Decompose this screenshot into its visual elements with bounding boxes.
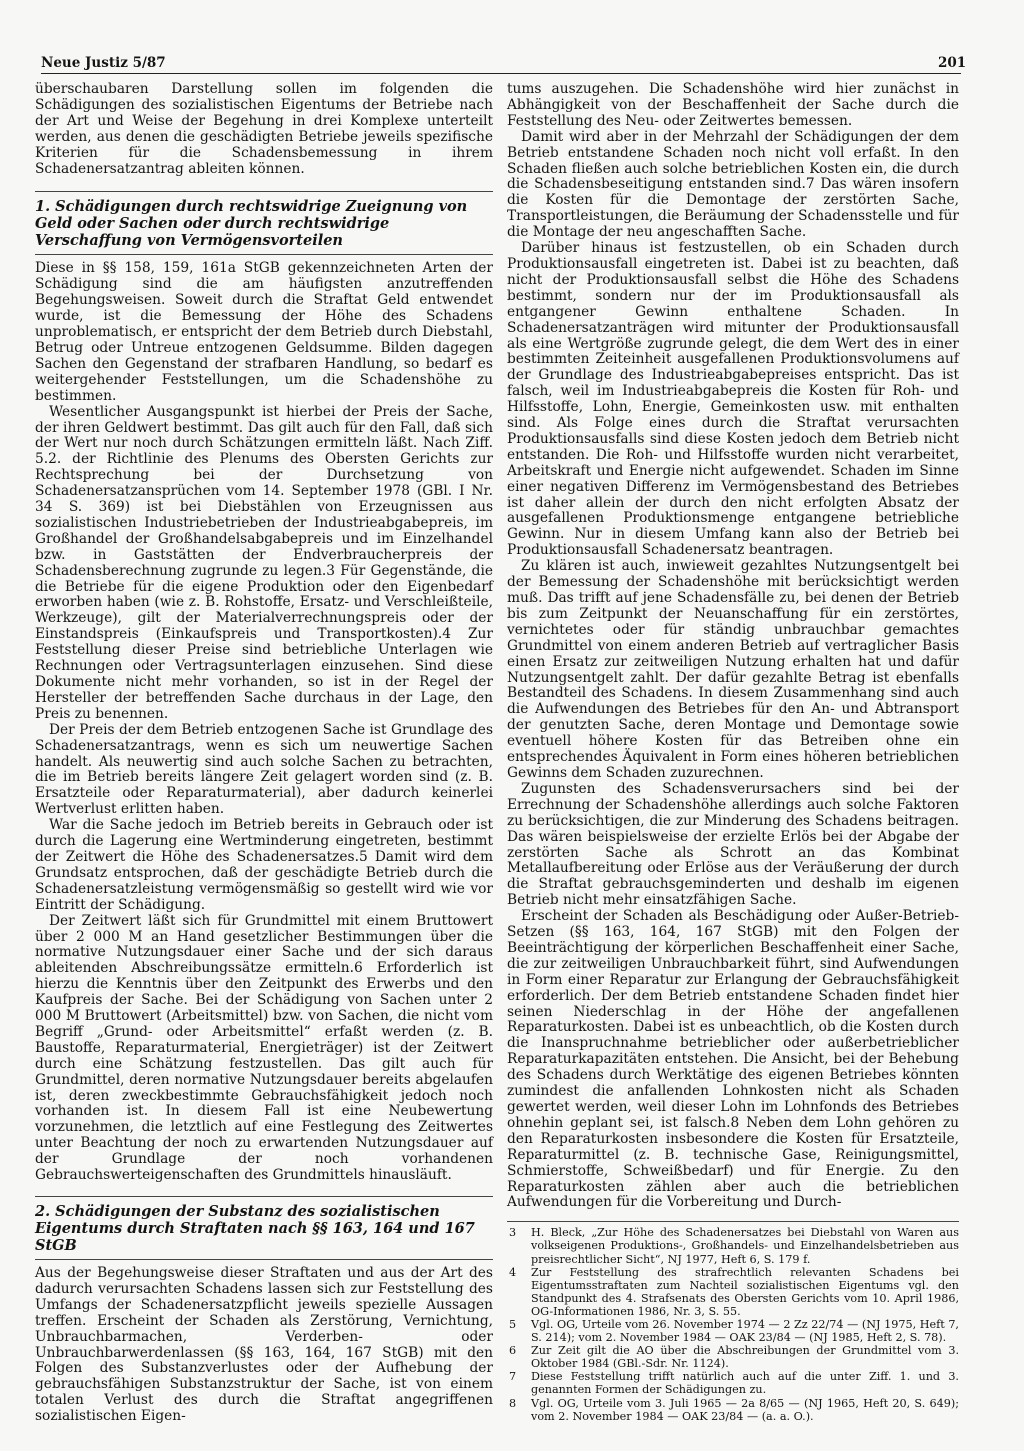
footnote-rule xyxy=(507,1221,959,1222)
paragraph: Der Preis der dem Betrieb entzogenen Sache ist Grundlage des Schadenersatzantrags, wenn es sich um neuwertige Sachen handelt. Als neuwertig sind auch solche Sachen zu betrachten, die im Betrieb bereits längere Zeit gelagert worden sind (z. B. Ersatzteile oder Reparaturmaterial), aber dadurch keinerlei Wertverlust erlitten haben. xyxy=(35,721,493,818)
footnote-number: 6 xyxy=(509,1344,517,1358)
paragraph: Wesentlicher Ausgangspunkt ist hierbei der Preis der Sache, der ihren Geldwert bestimmt. Das gilt auch für den Fall, daß sich der Wert nur noch durch Schätzungen ermitteln läßt. Nach Ziff. 5.2. der Richtlinie des Plenums des Obersten Gerichts zur Rechtsprechung bei der Durchsetzung von Schadenersatzansprüchen vom 14. September 1978 (GBl. I Nr. 34 S. 369) ist bei Diebstählen von Erzeugnissen aus sozialistischen Industriebetrieben der Industrieabgabepreis, im Großhandel der Großhandelsabgabepreis und im Einzelhandel bzw. in Gaststätten der Endverbraucherpreis der Schadensberechnung zugrunde zu legen.3 Für Gegenstände, die die Betriebe für die eigene Produktion oder den Eigenbedarf erworben haben (wie z. B. Rohstoffe, Ersatz- und Verschleißteile, Werkzeuge), gilt der Materialverrechnungspreis oder der Einstandspreis (Einkaufspreis und Transportkosten).4 Zur Feststellung dieser Preise sind betriebliche Unterlagen wie Rechnungen oder Vertragsunterlagen einzusehen. Sind diese Dokumente nicht mehr vorhanden, so ist in der Regel der Hersteller der betreffenden Sache durchaus in der Lage, den Preis zu benennen. xyxy=(35,403,493,722)
paragraph: War die Sache jedoch im Betrieb bereits in Gebrauch oder ist durch die Lagerung eine Wertminderung eingetreten, bestimmt der Zeitwert die Höhe des Schadenersatzes.5 Damit wird dem Grundsatz entsprochen, daß der geschädigte Betrieb durch die Schadenersatzleistung vermögensmäßig so gestellt wird wie vor Eintritt der Schädigung. xyxy=(35,817,493,913)
paragraph: Zu klären ist auch, inwieweit gezahltes Nutzungsentgelt bei der Bemessung der Schadenshöhe mit berücksichtigt werden muß. Das trifft auf jene Schadensfälle zu, bei denen der Betrieb bis zum Zeitpunkt der Neuanschaffung für ein zerstörtes, vernichtetes oder für ständig unbrauchbar gemachtes Grundmittel von einem anderen Betrieb auf vertraglicher Basis einen Ersatz zur zeitweiligen Nutzung erhalten hat und dafür Nutzungsentgelt zahlt. Der dafür gezahlte Betrag ist ebenfalls Bestandteil des Schadens. In diesem Zusammenhang sind auch die Aufwendungen des Betriebes für den An- und Abtransport der genutzten Sache, deren Montage und Demontage sowie eventuell höhere Kosten für das Betreiben ohne ein entsprechendes Äquivalent in Form eines höheren betrieblichen Gewinns dem Schaden zuzurechnen. xyxy=(507,558,959,781)
paragraph: tums auszugehen. Die Schadenshöhe wird hier zunächst in Abhängigkeit von der Beschaffenheit der Sache durch die Feststellung des Neu- oder Zeitwertes bemessen. xyxy=(507,81,959,129)
footnote xyxy=(507,1318,959,1344)
paragraph: Der Zeitwert läßt sich für Grundmittel mit einem Bruttowert über 2 000 M an Hand gesetzlicher Bestimmungen über die normative Nutzungsdauer einer Sache und der sich daraus ableitenden Abschreibungssätze ermitteln.6 Erforderlich ist hierzu die Kenntnis über den Zeitpunkt des Erwerbs und den Kaufpreis der Sache. Bei der Schädigung von Sachen unter 2 000 M Bruttowert (Arbeitsmittel) bzw. von Sachen, die nicht vom Begriff „Grund- oder Arbeitsmittel“ erfaßt werden (z. B. Baustoffe, Reparaturmaterial, Energieträger) ist der Zeitwert durch eine Schätzung festzustellen. Das gilt auch für Grundmittel, deren normative Nutzungsdauer bereits abgelaufen ist, deren zweckbestimmte Gebrauchsfähigkeit jedoch noch vorhanden ist. In diesem Fall ist eine Neubewertung vorzunehmen, die letztlich auf eine Festlegung des Zeitwertes unter Beachtung der noch zu erwartenden Nutzungsdauer auf der Grundlage der noch vorhandenen Gebrauchswerteigenschaften des Grundmittels hinausläuft. xyxy=(35,912,493,1184)
footnote-number: 8 xyxy=(509,1396,517,1410)
paragraph: Aus der Begehungsweise dieser Straftaten und aus der Art des dadurch verursachten Schadens lassen sich zur Feststellung des Umfangs der Schadenersatzpflicht jeweils spezielle Aussagen treffen. Erscheint der Schaden als Zerstörung, Vernichtung, Unbrauchbarmachen, Verderben- oder Unbrauchbarwerdenlassen (§§ 163, 164, 167 StGB) mit den Folgen des Substanzverlustes oder der Aufhebung der gebrauchsfähigen Substanzstruktur der Sache, ist von einem totalen Verlust des durch die Straftat angegriffenen sozialistischen Eigen- xyxy=(35,1265,493,1425)
intro-paragraph: überschaubaren Darstellung sollen im folgenden die Schädigungen des sozialistischen Eigentums der Betriebe nach der Art und Weise der Begehung in drei Komplexe unterteilt werden, aus denen die geschädigten Betriebe jeweils spezifische Kriterien für die Schadensbemessung in ihrem Schadenersatzantrag ableiten können. xyxy=(35,81,493,177)
footnote-number: 3 xyxy=(509,1226,517,1240)
page-number: 201 xyxy=(938,55,967,71)
section-2-heading: 2. Schädigungen der Substanz des sozialistischen Eigentums durch Straftaten nach §§ 163, 164 und 167 StGB xyxy=(35,1196,493,1260)
journal-title: Neue Justiz 5/87 xyxy=(41,55,166,71)
left-column xyxy=(35,82,493,1425)
paragraph: Darüber hinaus ist festzustellen, ob ein Schaden durch Produktionsausfall eingetreten ist. Dabei ist zu beachten, daß nicht der Produktionsausfall selbst die Höhe des Schadens bestimmt, sondern nur der im Produktionsausfall als entgangener Gewinn enthaltene Schaden. In Schadenersatzanträgen wird mitunter der Produktionsausfall als eine Wertgröße zugrunde gelegt, die dem Wert des in einer bestimmten Zeiteinheit ausgefallenen Produktionsvolumens auf der Grundlage des Industrieabgabepreises entspricht. Das ist falsch, weil im Industrieabgabepreis die Kosten für Roh- und Hilfsstoffe, Lohn, Energie, Gemeinkosten usw. mit enthalten sind. Als Folge eines durch die Straftat verursachten Produktionsausfalls sind diese Kosten jedoch dem Betrieb nicht entstanden. Die Roh- und Hilfsstoffe wurden nicht verarbeitet, Arbeitskraft und Energie nicht aufgewendet. Schaden im Sinne einer negativen Differenz im Vermögensbestand des Betriebes ist daher allein der durch den nicht erfolgten Absatz der ausgefallenen Produktionsmenge entgangene betriebliche Gewinn. Nur in diesem Umfang kann also der Betrieb bei Produktionsausfall Schadenersatz beantragen. xyxy=(507,240,959,559)
footnote xyxy=(507,1266,959,1318)
footnote-number: 5 xyxy=(509,1318,517,1331)
right-column xyxy=(507,82,959,1423)
footnote-text: Zur Zeit gilt die AO über die Abschreibungen der Grundmittel vom 3. Oktober 1984 (GBl.-Sdr. Nr. 1124). xyxy=(531,1344,959,1371)
footnote-text: Diese Feststellung trifft natürlich auch auf die unter Ziff. 1. und 3. genannten Formen der Schädigungen zu. xyxy=(531,1370,959,1397)
section-1-heading: 1. Schädigungen durch rechtswidrige Zueignung von Geld oder Sachen oder durch rechtswidrige Verschaffung von Vermögensvorteilen xyxy=(35,191,493,255)
header-rule xyxy=(41,73,961,74)
footnote xyxy=(507,1397,959,1423)
paragraph: Zugunsten des Schadensverursachers sind bei der Errechnung der Schadenshöhe allerdings auch solche Faktoren zu berücksichtigen, die zur Minderung des Schadens beitragen. Das wären beispielsweise der erzielte Erlös bei der Abgabe der zerstörten Sache als Schrott an das Kombinat Metallaufbereitung oder Erlöse aus der Veräußerung der durch die Straftat gebrauchsgeminderten und deshalb im eigenen Betrieb nicht mehr einsatzfähigen Sache. xyxy=(507,780,959,909)
footnote-number: 4 xyxy=(509,1265,517,1279)
footnote-text: Vgl. OG, Urteile vom 3. Juli 1965 — 2a 8/65 — (NJ 1965, Heft 20, S. 649); vom 2. November 1984 — OAK 23/84 — (a. a. O.). xyxy=(531,1396,959,1423)
footnote xyxy=(507,1344,959,1370)
footnote-text: H. Bleck, „Zur Höhe des Schadenersatzes bei Diebstahl von Waren aus volkseigenen Produktions-, Großhandels- und Einzelhandelsbetrieben aus preisrechtlicher Sicht“, NJ 1977, Heft 6, S. 179 f. xyxy=(531,1226,959,1266)
footnote-text: Zur Feststellung des strafrechtlich relevanten Schadens bei Eigentumsstraftaten zum Nachteil sozialistischen Eigentums vgl. den Standpunkt des 4. Strafsenats des Obersten Gerichts vom 10. April 1986, OG-Informationen 1986, Nr. 3, S. 55. xyxy=(531,1265,959,1318)
paragraph: Diese in §§ 158, 159, 161a StGB gekennzeichneten Arten der Schädigung sind die am häufigsten anzutreffenden Begehungsweisen. Soweit durch die Straftat Geld entwendet wurde, ist die Bemessung der Höhe des Schadens unproblematisch, er entspricht der dem Betrieb durch Diebstahl, Betrug oder Untreue entzogenen Geldsumme. Bilden dagegen Sachen den Gegenstand der strafbaren Handlung, so bedarf es weitergehender Feststellungen, um die Schadenshöhe zu bestimmen. xyxy=(35,260,493,404)
footnote-text: Vgl. OG, Urteile vom 26. November 1974 — 2 Zz 22/74 — (NJ 1975, Heft 7, S. 214); vom 2. November 1984 — OAK 23/84 — (NJ 1985, Heft 2, S. 78). xyxy=(531,1318,959,1345)
footnote xyxy=(507,1370,959,1396)
paragraph: Damit wird aber in der Mehrzahl der Schädigungen der dem Betrieb entstandene Schaden noch nicht voll erfaßt. In den Schaden fließen auch solche betrieblichen Kosten ein, die durch die Schadensbeseitigung entstanden sind.7 Das wären insofern die Kosten für die Demontage der zerstörten Sache, Transportleistungen, die Beräumung der Schadensstelle und für die Montage der neu angeschafften Sache. xyxy=(507,128,959,241)
paragraph: Erscheint der Schaden als Beschädigung oder Außer-Betrieb-Setzen (§§ 163, 164, 167 StGB) mit den Folgen der Beeinträchtigung der körperlichen Beschaffenheit einer Sache, die zur zeitweiligen Unbrauchbarkeit führt, sind Aufwendungen in Form einer Reparatur zur Erlangung der Gebrauchsfähigkeit erforderlich. Der dem Betrieb entstandene Schaden findet hier seinen Niederschlag in der Höhe der angefallenen Reparaturkosten. Dabei ist es unbeachtlich, ob die Kosten durch die Inanspruchnahme betrieblicher oder außerbetrieblicher Reparaturkapazitäten entstehen. Die Ansicht, bei der Behebung des Schadens durch Werktätige des eigenen Betriebes könnten zumindest die anfallenden Lohnkosten nicht als Schaden gewertet werden, weil dieser Lohn im Lohnfonds des Betriebes ohnehin geplant sei, ist falsch.8 Neben dem Lohn gehören zu den Reparaturkosten insbesondere die Kosten für Ersatzteile, Reparaturmittel (z. B. technische Gase, Reinigungsmittel, Schmierstoffe, Schweißbedarf) und für Energie. Zu den Reparaturkosten zählen aber auch die betrieblichen Aufwendungen für die Vorbereitung und Durch- xyxy=(507,908,959,1211)
footnote-number: 7 xyxy=(509,1370,517,1384)
footnote xyxy=(507,1226,959,1265)
